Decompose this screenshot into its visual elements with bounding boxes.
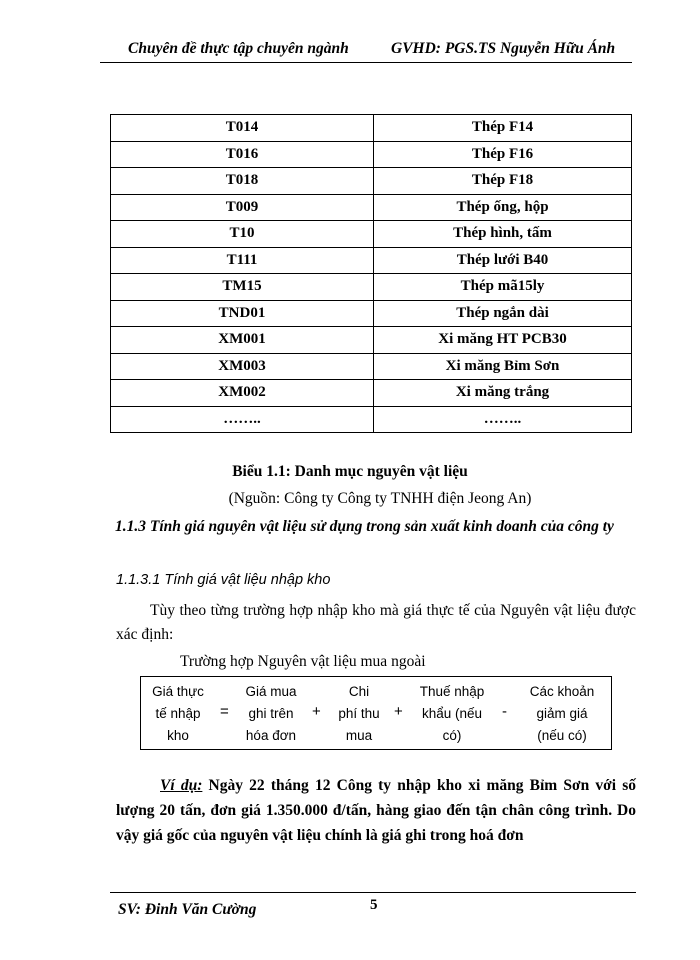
formula-term-line: Giá mua (245, 684, 297, 699)
formula-term-line: Các khoản (529, 684, 595, 699)
table-row (111, 353, 632, 380)
material-name: Thép ống, hộp (374, 194, 632, 221)
formula-term (521, 681, 603, 747)
formula-term (143, 681, 213, 747)
formula-term-line: Thuế nhập (419, 684, 485, 699)
section-heading-1-1-3-1: 1.1.3.1 Tính giá vật liệu nhập kho (116, 572, 331, 588)
material-code: TM15 (111, 274, 374, 301)
formula-term-line: (nếu có) (537, 728, 587, 743)
case-heading: Trường hợp Nguyên vật liệu mua ngoài (180, 653, 426, 670)
material-name: Xi măng trắng (374, 380, 632, 407)
page-header (100, 36, 632, 63)
material-name: Thép F14 (374, 115, 632, 142)
table-row (111, 168, 632, 195)
material-code: T014 (111, 115, 374, 142)
material-code: T111 (111, 247, 374, 274)
material-name: Thép hình, tấm (374, 221, 632, 248)
table-row (111, 300, 632, 327)
table-caption: Biểu 1.1: Danh mục nguyên vật liệu (232, 463, 468, 480)
table-row (111, 274, 632, 301)
example-text: Ngày 22 tháng 12 Công ty nhập kho xi măng Bỉm Sơn với số lượng 20 tấn, đơn giá 1.350.000 đ/tấn, hàng giao đến tận chân công trình. Do vậy giá gốc của nguyên vật liệu chính là giá ghi trong hoá đơn (116, 777, 637, 844)
material-name: Xi măng Bỉm Sơn (374, 353, 632, 380)
material-code: T10 (111, 221, 374, 248)
header-supervisor: GVHD: PGS.TS Nguyễn Hữu Ánh (391, 40, 616, 57)
formula-operator: + (312, 703, 321, 720)
header-course-title: Chuyên đề thực tập chuyên ngành (128, 40, 349, 57)
formula-term-line: giảm giá (536, 706, 588, 721)
material-code: XM001 (111, 327, 374, 354)
material-code: TND01 (111, 300, 374, 327)
formula-term-line: ghi trên (248, 706, 294, 721)
formula-term-line: khẩu (nếu (421, 706, 483, 721)
material-code: XM003 (111, 353, 374, 380)
formula-operator: + (394, 703, 403, 720)
formula-term (329, 681, 389, 747)
table-row (111, 221, 632, 248)
formula-operator: = (220, 703, 229, 720)
formula-term-line: Chi (348, 684, 370, 699)
formula-term-line: có) (442, 728, 462, 743)
material-code: T018 (111, 168, 374, 195)
formula-term-line: mua (345, 728, 373, 743)
table-row (111, 247, 632, 274)
formula-term-line: hóa đơn (245, 728, 297, 743)
material-name: Thép mã15ly (374, 274, 632, 301)
formula-term-line: phí thu (338, 706, 380, 721)
page-number: 5 (370, 897, 378, 913)
table-source: (Nguồn: Công ty Công ty TNHH điện Jeong An) (228, 490, 532, 507)
material-name: Thép ngắn dài (374, 300, 632, 327)
formula-term-line: Giá thực (152, 684, 204, 699)
example-label: Ví dụ: (160, 777, 203, 794)
material-name: Thép lưới B40 (374, 247, 632, 274)
material-code: T009 (111, 194, 374, 221)
formula-term (413, 681, 491, 747)
material-name: Thép F18 (374, 168, 632, 195)
formula-operator: - (502, 703, 507, 720)
table-row (111, 406, 632, 433)
footer-divider (110, 892, 636, 893)
table-row (111, 141, 632, 168)
table-row (111, 380, 632, 407)
material-name: …….. (374, 406, 632, 433)
table-row (111, 194, 632, 221)
price-formula-box (140, 676, 612, 750)
materials-table (110, 114, 632, 433)
formula-term-line: kho (167, 728, 189, 743)
formula-term-line: tế nhập (155, 706, 201, 721)
table-row (111, 327, 632, 354)
table-row (111, 115, 632, 142)
material-name: Xi măng HT PCB30 (374, 327, 632, 354)
body-paragraph: Tùy theo từng trường hợp nhập kho mà giá thực tế của Nguyên vật liệu được xác định: (116, 602, 636, 643)
example-paragraph (116, 773, 636, 848)
formula-term (236, 681, 306, 747)
footer-student-name: SV: Đinh Văn Cường (118, 901, 257, 918)
material-code: XM002 (111, 380, 374, 407)
material-name: Thép F16 (374, 141, 632, 168)
material-code: …….. (111, 406, 374, 433)
material-code: T016 (111, 141, 374, 168)
section-heading-1-1-3: 1.1.3 Tính giá nguyên vật liệu sử dụng trong sản xuất kinh doanh của công ty (115, 518, 614, 535)
